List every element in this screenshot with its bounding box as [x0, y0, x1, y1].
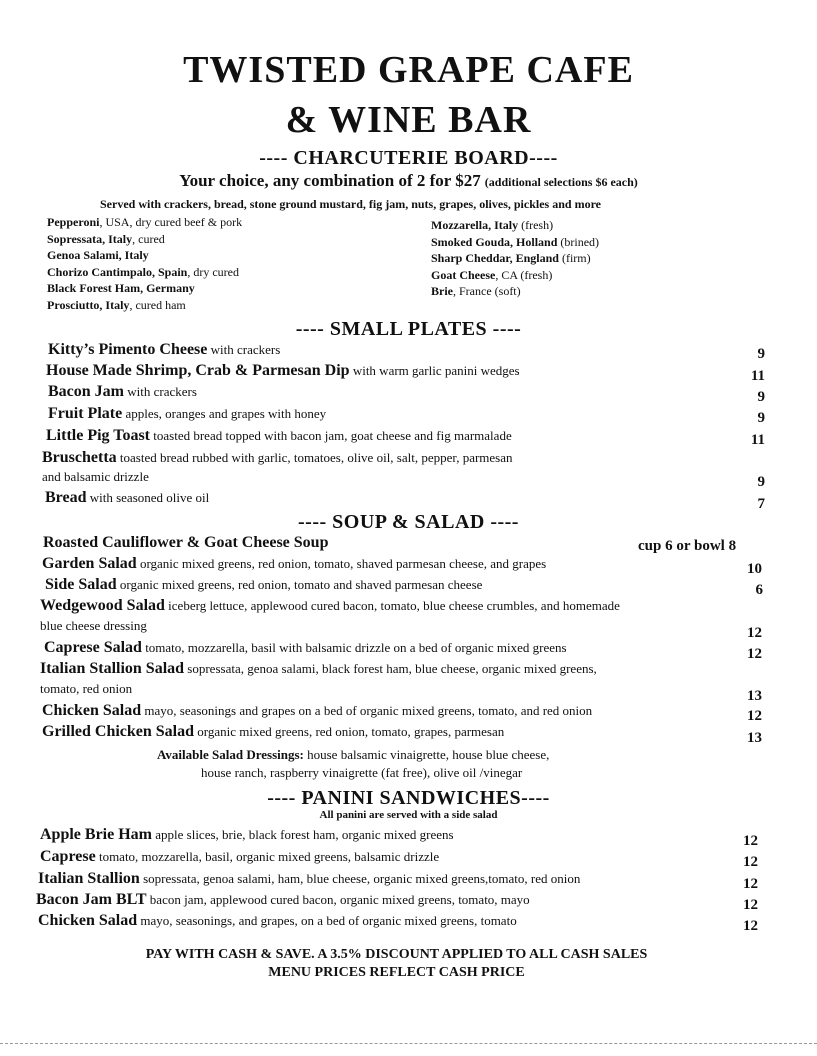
menu-item-caprese-salad: Caprese Salad tomato, mozzarella, basil with balsamic drizzle on a bed of organic mixed greens: [44, 639, 567, 656]
price-wedgewood-salad: 12: [747, 625, 762, 641]
menu-item-apple-brie-ham: Apple Brie Ham apple slices, brie, black forest ham, organic mixed greens: [40, 826, 454, 843]
menu-item-bacon-jam: Bacon Jam with crackers: [48, 383, 197, 400]
meat-list: [47, 214, 242, 313]
list-item: Chorizo Cantimpalo, Spain, dry cured: [47, 264, 240, 279]
price-soup: cup 6 or bowl 8: [638, 538, 737, 554]
menu-item-italian-stallion-cont: tomato, red onion: [40, 681, 133, 696]
price-shrimp-dip: 11: [750, 368, 765, 384]
list-item: Prosciutto, Italy, cured ham: [47, 297, 186, 312]
list-item: Black Forest Ham, Germany: [47, 281, 195, 295]
menu-item-bruschetta-cont: and balsamic drizzle: [42, 469, 149, 484]
menu-item-shrimp-dip: House Made Shrimp, Crab & Parmesan Dip with warm garlic panini wedges: [46, 362, 520, 379]
salad-dressings: Available Salad Dressings: house balsamic vinaigrette, house blue cheese,: [157, 747, 550, 762]
choice-extra: (additional selections $6 each): [484, 175, 638, 189]
menu-item-side-salad: Side Salad organic mixed greens, red onion, tomato and shaved parmesan cheese: [45, 576, 483, 593]
cafe-name: TWISTED GRAPE CAFE: [183, 49, 634, 91]
menu-item-little-pig-toast: Little Pig Toast toasted bread topped with bacon jam, goat cheese and fig marmalade: [46, 427, 512, 444]
panini-note: All panini are served with a side salad: [319, 809, 498, 821]
charcuterie-served: Served with crackers, bread, stone ground mustard, fig jam, nuts, grapes, olives, pickles and more: [100, 197, 601, 211]
small-plates-heading: ---- SMALL PLATES ----: [295, 318, 522, 340]
list-item: Smoked Gouda, Holland (brined): [431, 234, 600, 249]
price-apple-brie-ham: 12: [743, 833, 758, 849]
price-fruit-plate: 9: [757, 410, 765, 426]
menu-item-caprese-panini: Caprese tomato, mozzarella, basil, organic mixed greens, balsamic drizzle: [40, 848, 440, 865]
menu-item-pimento: Kitty’s Pimento Cheese with crackers: [48, 341, 281, 358]
choice-text: Your choice, any combination of 2 for $27: [179, 171, 481, 190]
list-item: Goat Cheese, CA (fresh): [431, 267, 553, 282]
menu-item-bread: Bread with seasoned olive oil: [45, 489, 210, 506]
price-bruschetta: 9: [757, 474, 765, 490]
menu-item-wedgewood-cont: blue cheese dressing: [40, 618, 147, 633]
menu-item-wedgewood-salad: Wedgewood Salad iceberg lettuce, applewood cured bacon, tomato, blue cheese crumbles, and homemade: [40, 597, 620, 614]
soup-salad-heading: ---- SOUP & SALAD ----: [298, 511, 519, 533]
menu-item-bruschetta: Bruschetta toasted bread rubbed with garlic, tomatoes, olive oil, salt, pepper, parmesan: [42, 449, 513, 466]
list-item: Sharp Cheddar, England (firm): [431, 251, 591, 265]
page-divider: [0, 1043, 817, 1044]
charcuterie-heading: ---- CHARCUTERIE BOARD----: [259, 147, 558, 169]
list-item: Pepperoni, USA, dry cured beef & pork: [47, 215, 243, 229]
price-garden-salad: 10: [747, 561, 762, 577]
price-caprese-panini: 12: [743, 854, 758, 870]
price-chicken-salad: 12: [747, 708, 762, 724]
menu-item-chicken-salad: Chicken Salad mayo, seasonings and grapes on a bed of organic mixed greens, tomato, and red onion: [42, 702, 593, 719]
price-italian-stallion-panini: 12: [743, 876, 758, 892]
menu-item-garden-salad: Garden Salad organic mixed greens, red onion, tomato, shaved parmesan cheese, and grapes: [42, 555, 547, 572]
price-little-pig-toast: 11: [750, 432, 765, 448]
panini-heading: ---- PANINI SANDWICHES----: [267, 787, 550, 809]
price-bacon-jam: 9: [757, 389, 765, 405]
price-bread: 7: [757, 496, 765, 512]
price-bacon-jam-blt: 12: [743, 897, 758, 913]
list-item: Brie, France (soft): [431, 284, 521, 298]
list-item: Genoa Salami, Italy: [47, 248, 149, 262]
cafe-subtitle: & WINE BAR: [285, 99, 532, 141]
price-caprese-salad: 12: [747, 646, 762, 662]
menu-item-soup: Roasted Cauliflower & Goat Cheese Soup: [43, 534, 329, 551]
menu-item-italian-stallion-salad: Italian Stallion Salad sopressata, genoa salami, black forest ham, blue cheese, organic mixed greens,: [40, 660, 597, 677]
menu-item-fruit-plate: Fruit Plate apples, oranges and grapes with honey: [48, 405, 327, 422]
cash-discount-notice: PAY WITH CASH & SAVE. A 3.5% DISCOUNT APPLIED TO ALL CASH SALES: [145, 947, 648, 962]
cash-price-notice: MENU PRICES REFLECT CASH PRICE: [268, 965, 525, 980]
salad-dressings-cont: house ranch, raspberry vinaigrette (fat free), olive oil /vinegar: [201, 765, 523, 780]
menu-item-grilled-chicken-salad: Grilled Chicken Salad organic mixed greens, red onion, tomato, grapes, parmesan: [42, 723, 505, 740]
menu-item-chicken-salad-panini: Chicken Salad mayo, seasonings, and grapes, on a bed of organic mixed greens, tomato: [38, 912, 517, 929]
price-italian-stallion-salad: 13: [747, 688, 762, 704]
list-item: Mozzarella, Italy (fresh): [431, 218, 554, 232]
price-grilled-chicken-salad: 13: [747, 730, 762, 746]
price-side-salad: 6: [755, 582, 763, 598]
menu-item-italian-stallion-panini: Italian Stallion sopressata, genoa salami, ham, blue cheese, organic mixed greens,tomato, red onion: [38, 870, 581, 887]
charcuterie-choice: [0, 171, 817, 191]
cheese-list: [431, 217, 599, 300]
menu-item-bacon-jam-blt: Bacon Jam BLT bacon jam, applewood cured bacon, organic mixed greens, tomato, mayo: [36, 891, 530, 908]
price-chicken-salad-panini: 12: [743, 918, 758, 934]
price-pimento: 9: [757, 346, 765, 362]
list-item: Sopressata, Italy, cured: [47, 231, 165, 246]
